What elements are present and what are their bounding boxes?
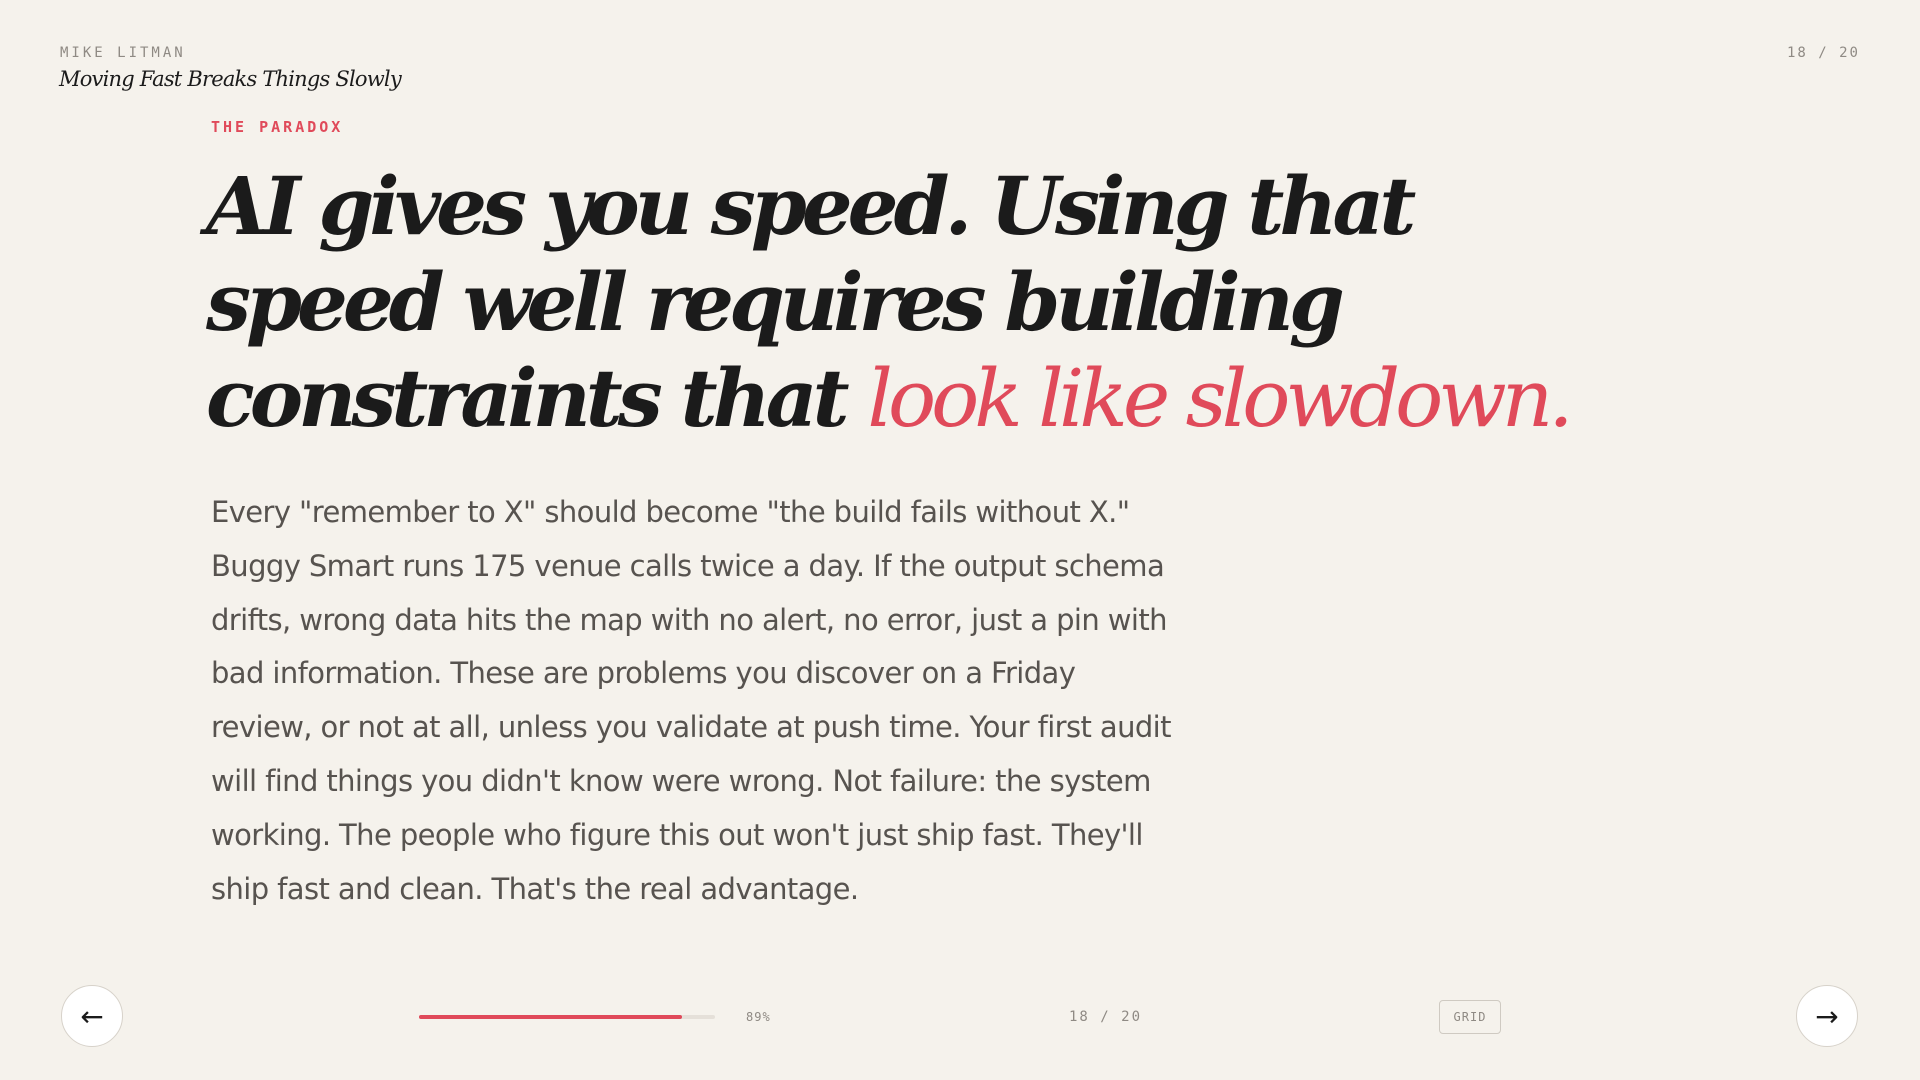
- grid-view-button[interactable]: GRID: [1439, 1000, 1501, 1034]
- arrow-left-icon: ←: [80, 999, 104, 1033]
- progress-fill: [419, 1015, 682, 1019]
- deck-title: Moving Fast Breaks Things Slowly: [59, 67, 401, 91]
- slide-kicker: THE PARADOX: [211, 118, 344, 136]
- progress-label: 89%: [746, 1010, 771, 1024]
- arrow-right-icon: →: [1815, 999, 1839, 1033]
- page-indicator-top: 18 / 20: [1786, 45, 1860, 61]
- next-slide-button[interactable]: [1796, 985, 1858, 1047]
- headline-accent: look like slowdown.: [867, 352, 1569, 445]
- slide-body: Every "remember to X" should become "the build fails without X." Buggy Smart runs 175 venue calls twice a day. If the output schema drifts, wrong data hits the map with no alert, no error, just a pin with bad information. These are problems you discover on a Friday review, or not at all, unless you validate at push time. Your first audit will find things you didn't know were wrong. Not failure: the system working. The people who figure this out won't just ship fast. They'll ship fast and clean. That's the real advantage.: [211, 495, 1171, 906]
- slide-headline: [206, 158, 1666, 447]
- page-indicator-bottom: 18 / 20: [1069, 1009, 1143, 1025]
- author-name: MIKE LITMAN: [60, 45, 186, 61]
- progress-bar: [419, 1015, 715, 1019]
- prev-slide-button[interactable]: [61, 985, 123, 1047]
- headline-main: AI gives you speed. Using that speed well requires building constraints that: [206, 159, 1412, 445]
